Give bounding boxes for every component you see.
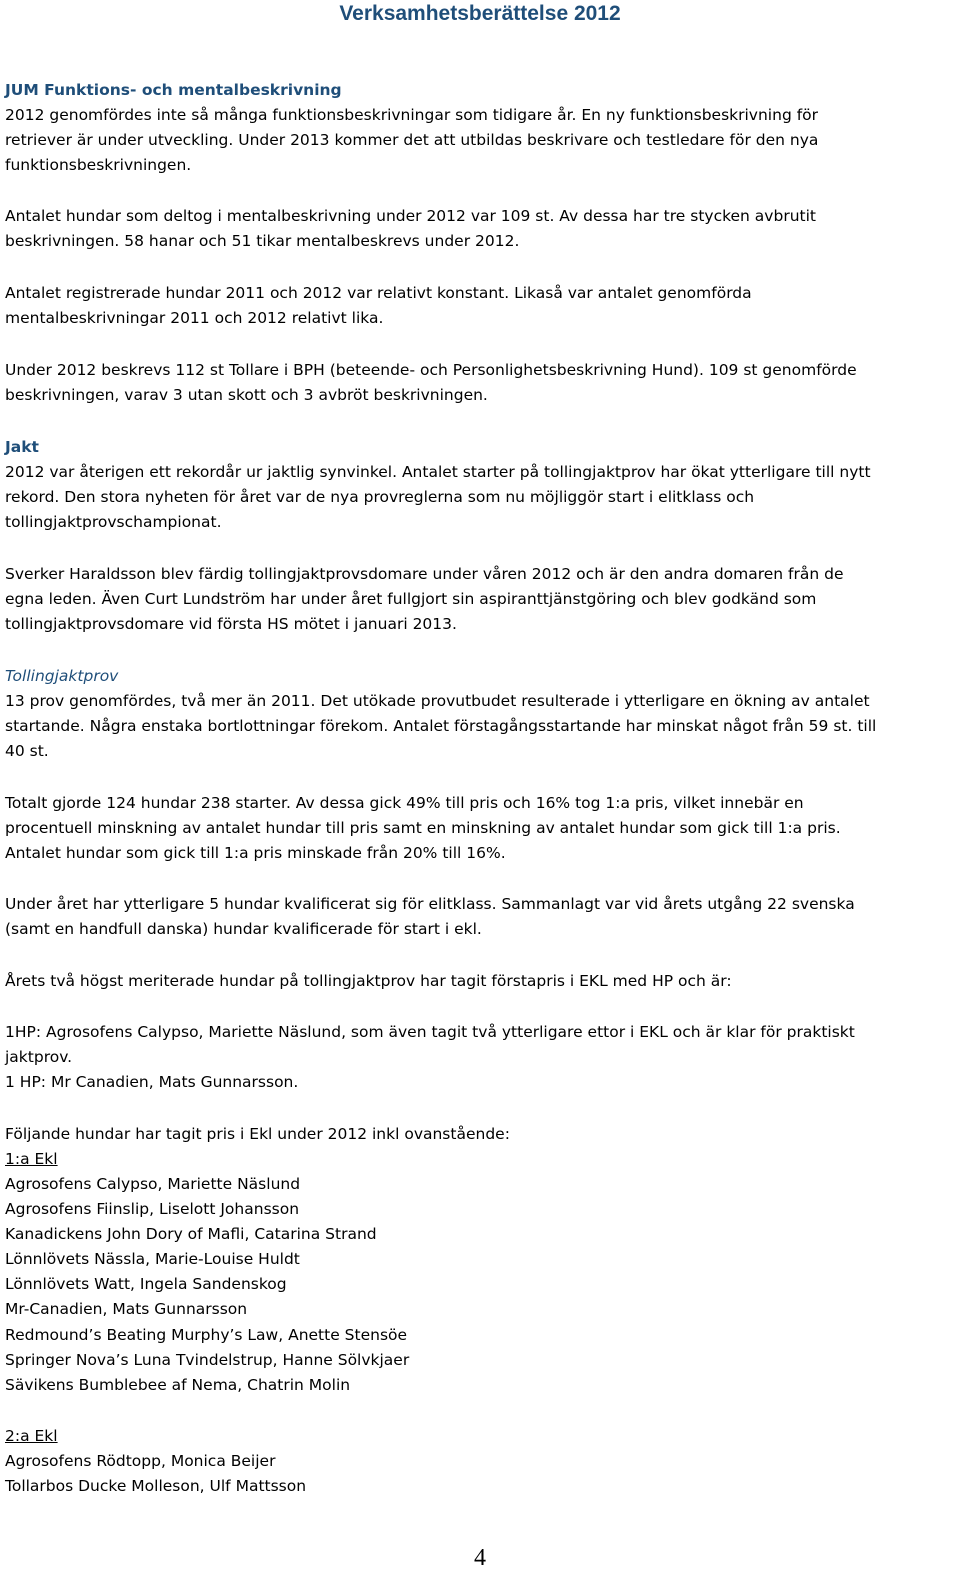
- jakt-p1-line2: rekord. Den stora nyheten för året var de nya provreglerna som nu möjliggör start i elitklass och: [5, 488, 755, 506]
- tolling-p5-line1: 1HP: Agrosofens Calypso, Mariette Näslund, som även tagit två ytterligare ettor i EKL och är klar för praktiskt: [5, 1023, 855, 1041]
- section-heading-jum: JUM Funktions- och mentalbeskrivning: [5, 81, 342, 99]
- tolling-p2-line2: procentuell minskning av antalet hundar till pris samt en minskning av antalet hundar som gick till 1:a pris.: [5, 819, 841, 837]
- jakt-p2-line3: tollingjaktprovsdomare vid första HS mötet i januari 2013.: [5, 615, 457, 633]
- tolling-p4-line1: Årets två högst meriterade hundar på tollingjaktprov har tagit förstapris i EKL med HP och är:: [5, 972, 732, 990]
- tolling-p5-line3: 1 HP: Mr Canadien, Mats Gunnarsson.: [5, 1073, 299, 1091]
- jum-p1-line2: retriever är under utveckling. Under 2013 kommer det att utbildas beskrivare och testledare för den nya: [5, 131, 819, 149]
- tolling-p2-line1: Totalt gjorde 124 hundar 238 starter. Av dessa gick 49% till pris och 16% tog 1:a pris, vilket innebär en: [5, 794, 804, 812]
- second-ekl-heading: 2:a Ekl: [5, 1427, 58, 1445]
- jakt-p2-line2: egna leden. Även Curt Lundström har under året fullgjort sin aspiranttjänstgöring och blev godkänd som: [5, 590, 817, 608]
- tolling-p3-line2: (samt en handfull danska) hundar kvalificerade för start i ekl.: [5, 920, 482, 938]
- second-ekl-item: Agrosofens Rödtopp, Monica Beijer: [5, 1452, 276, 1470]
- jakt-p1-line3: tollingjaktprovschampionat.: [5, 513, 222, 531]
- document-title: Verksamhetsberättelse 2012: [339, 2, 621, 25]
- tolling-p2-line3: Antalet hundar som gick till 1:a pris minskade från 20% till 16%.: [5, 844, 506, 862]
- jum-p3-line1: Antalet registrerade hundar 2011 och 2012 var relativt konstant. Likaså var antalet genomförda: [5, 284, 752, 302]
- first-ekl-item: Redmound’s Beating Murphy’s Law, Anette Stensöe: [5, 1326, 408, 1344]
- page-number: 4: [474, 1545, 486, 1571]
- first-ekl-heading: 1:a Ekl: [5, 1150, 58, 1168]
- ekl-intro: Följande hundar har tagit pris i Ekl under 2012 inkl ovanstående:: [5, 1125, 510, 1143]
- first-ekl-item: Springer Nova’s Luna Tvindelstrup, Hanne Sölvkjaer: [5, 1351, 410, 1369]
- jum-p3-line2: mentalbeskrivningar 2011 och 2012 relativt lika.: [5, 309, 384, 327]
- section-heading-tollingjaktprov: Tollingjaktprov: [5, 667, 119, 685]
- jum-p4-line1: Under 2012 beskrevs 112 st Tollare i BPH (beteende- och Personlighetsbeskrivning Hund). 109 st genomförde: [5, 361, 857, 379]
- tolling-p1-line2: startande. Några enstaka bortlottningar förekom. Antalet förstagångsstartande har minskat något från 59 st. till: [5, 717, 877, 735]
- tolling-p1-line1: 13 prov genomfördes, två mer än 2011. Det utökade provutbudet resulterade i ytterligare en ökning av antalet: [5, 692, 870, 710]
- tolling-p5-line2: jaktprov.: [5, 1048, 73, 1066]
- jum-p4-line2: beskrivningen, varav 3 utan skott och 3 avbröt beskrivningen.: [5, 386, 488, 404]
- jum-p1-line1: 2012 genomfördes inte så många funktionsbeskrivningar som tidigare år. En ny funktionsbeskrivning för: [5, 106, 819, 124]
- jum-p1-line3: funktionsbeskrivningen.: [5, 156, 192, 174]
- jakt-p1-line1: 2012 var återigen ett rekordår ur jaktlig synvinkel. Antalet starter på tollingjaktprov har ökat ytterligare till nytt: [5, 463, 871, 481]
- tolling-p1-line3: 40 st.: [5, 742, 49, 760]
- first-ekl-item: Agrosofens Calypso, Mariette Näslund: [5, 1175, 301, 1193]
- jakt-p2-line1: Sverker Haraldsson blev färdig tollingjaktprovsdomare under våren 2012 och är den andra domaren från de: [5, 565, 844, 583]
- jum-p2-line2: beskrivningen. 58 hanar och 51 tikar mentalbeskrevs under 2012.: [5, 232, 520, 250]
- section-heading-jakt: Jakt: [5, 438, 39, 456]
- jum-p2-line1: Antalet hundar som deltog i mentalbeskrivning under 2012 var 109 st. Av dessa har tre stycken avbrutit: [5, 207, 816, 225]
- second-ekl-item: Tollarbos Ducke Molleson, Ulf Mattsson: [5, 1477, 307, 1495]
- first-ekl-item: Agrosofens Fiinslip, Liselott Johansson: [5, 1200, 300, 1218]
- first-ekl-item: Lönnlövets Watt, Ingela Sandenskog: [5, 1275, 287, 1293]
- first-ekl-item: Sävikens Bumblebee af Nema, Chatrin Molin: [5, 1376, 351, 1394]
- tolling-p3-line1: Under året har ytterligare 5 hundar kvalificerat sig för elitklass. Sammanlagt var vid årets utgång 22 svenska: [5, 895, 855, 913]
- first-ekl-item: Mr-Canadien, Mats Gunnarsson: [5, 1300, 248, 1318]
- first-ekl-item: Lönnlövets Nässla, Marie-Louise Huldt: [5, 1250, 300, 1268]
- first-ekl-item: Kanadickens John Dory of Mafli, Catarina Strand: [5, 1225, 377, 1243]
